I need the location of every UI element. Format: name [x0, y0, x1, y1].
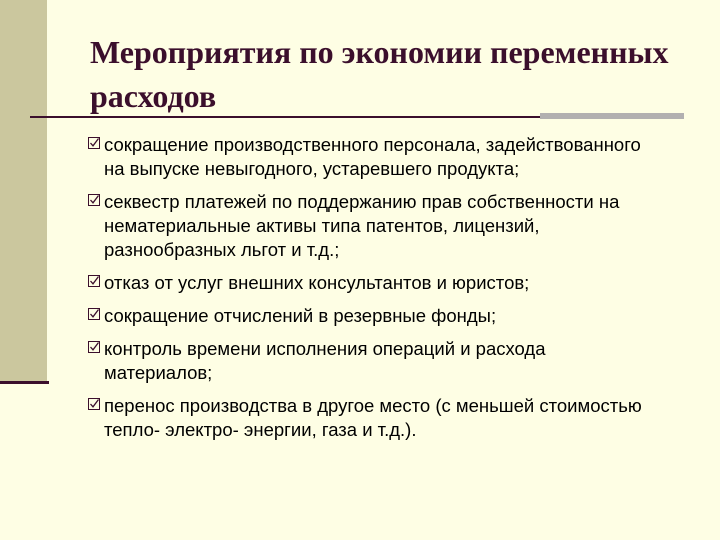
side-bar-divider	[0, 381, 49, 384]
bullet-text: контроль времени исполнения операций и расхода материалов;	[104, 338, 546, 383]
checkbox-check-icon	[88, 275, 100, 287]
bullet-text: секвестр платежей по поддержанию прав собственности на нематериальные активы типа патентов, лицензий, разнообразных льгот и т.д.;	[104, 191, 620, 260]
slide-title: Мероприятия по экономии переменных расходов	[90, 34, 669, 114]
checkbox-check-icon	[88, 194, 100, 206]
title-underline	[30, 116, 540, 118]
bullet-list	[88, 133, 648, 451]
bullet-text: отказ от услуг внешних консультантов и юристов;	[104, 272, 530, 293]
bullet-item	[88, 394, 648, 442]
bullet-item	[88, 271, 648, 295]
bullet-item	[88, 133, 648, 181]
bullet-text: сокращение отчислений в резервные фонды;	[104, 305, 497, 326]
bullet-text: сокращение производственного персонала, задействованного на выпуске невыгодного, устаревшего продукта;	[104, 134, 641, 179]
checkbox-check-icon	[88, 308, 100, 320]
bullet-text: перенос производства в другое место (с меньшей стоимостью тепло- электро- энергии, газа и т.д.).	[104, 395, 642, 440]
bullet-item	[88, 304, 648, 328]
checkbox-check-icon	[88, 137, 100, 149]
title-accent-bar	[540, 113, 684, 119]
checkbox-check-icon	[88, 341, 100, 353]
bullet-item	[88, 337, 648, 385]
checkbox-check-icon	[88, 398, 100, 410]
side-bar	[0, 0, 47, 382]
bullet-item	[88, 190, 648, 262]
